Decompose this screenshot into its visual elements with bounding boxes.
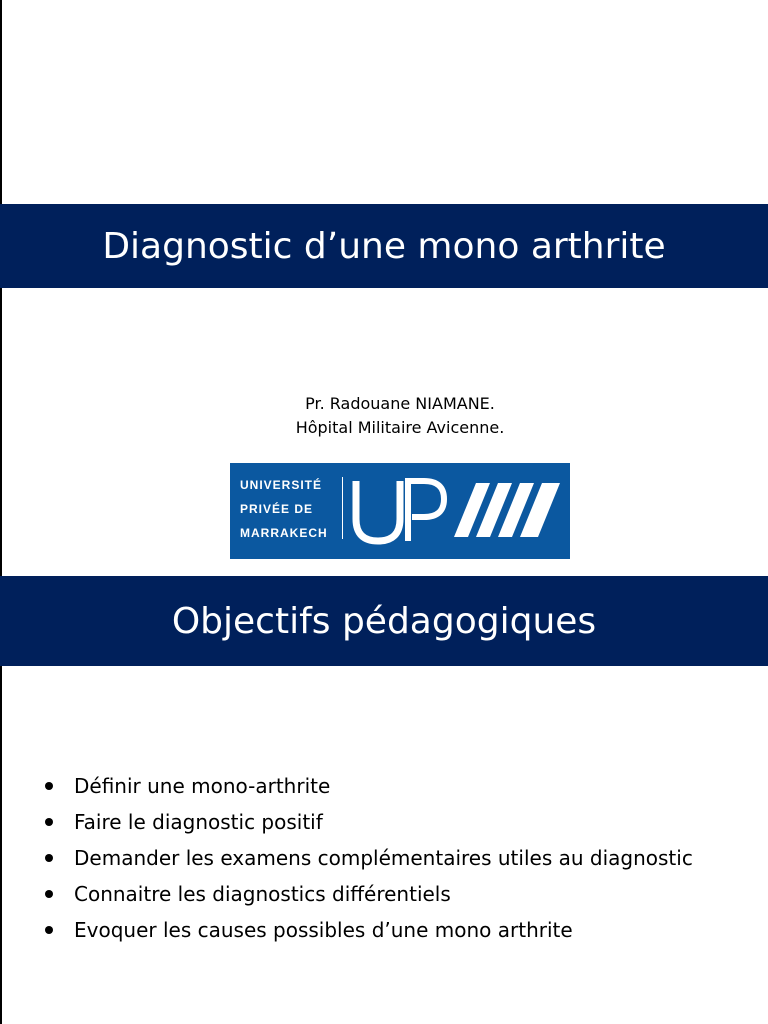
title-banner: [0, 204, 768, 288]
list-item: Définir une mono-arthrite: [40, 768, 693, 804]
logo-text: [240, 473, 328, 545]
university-logo: [230, 463, 570, 559]
objectives-title: Objectifs pédagogiques: [171, 600, 597, 642]
logo-line-1: UNIVERSITÉ: [240, 478, 323, 492]
left-edge-line: [0, 0, 2, 1024]
logo-divider: [342, 477, 343, 539]
logo-line-2: PRIVÉE DE: [240, 502, 314, 516]
author-name: Pr. Radouane NIAMANE.: [305, 394, 495, 413]
list-item: Evoquer les causes possibles d’une mono arthrite: [40, 912, 693, 948]
author-affiliation: Hôpital Militaire Avicenne.: [295, 418, 505, 437]
author-block: [0, 392, 768, 440]
slide-title: Diagnostic d’une mono arthrite: [102, 225, 666, 267]
list-item: Connaitre les diagnostics différentiels: [40, 876, 693, 912]
objectives-list: [40, 768, 693, 948]
logo-line-3: MARRAKECH: [240, 526, 328, 540]
up-logo-icon: [350, 473, 565, 549]
objectives-banner: [0, 576, 768, 666]
list-item: Demander les examens complémentaires utiles au diagnostic: [40, 840, 693, 876]
list-item: Faire le diagnostic positif: [40, 804, 693, 840]
